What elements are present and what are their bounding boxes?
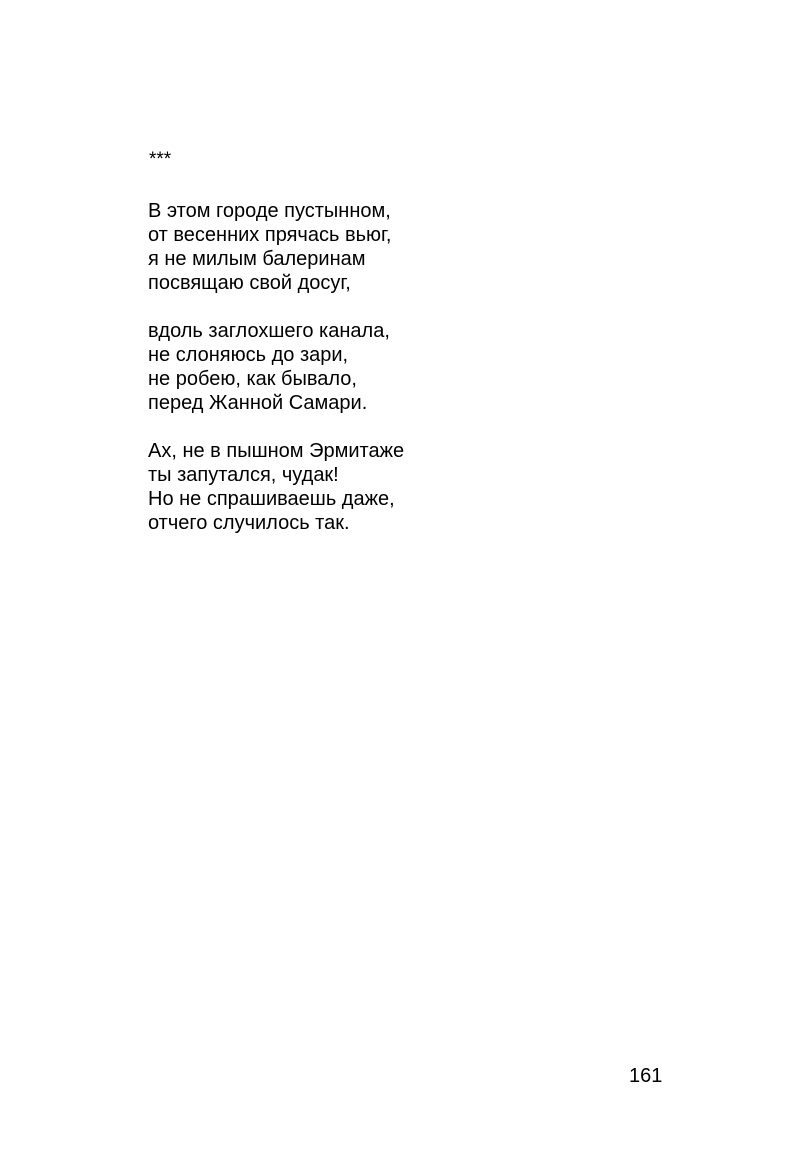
poem-line: не робею, как бывало, [148, 368, 357, 390]
poem-line: отчего случилось так. [148, 512, 350, 534]
poem-line: от весенних прячась вьюг, [148, 224, 392, 246]
poem-line: Но не спрашиваешь даже, [148, 488, 395, 510]
poem-line: ты запутался, чудак! [148, 464, 339, 486]
stanza [148, 319, 404, 415]
poem-line: Ах, не в пышном Эрмитаже [148, 440, 405, 462]
poem-line: я не милым балеринам [148, 248, 366, 270]
poem-line: вдоль заглохшего канала, [148, 320, 390, 342]
stanza [148, 439, 404, 535]
stanza [148, 199, 404, 295]
poem-line: В этом городе пустынном, [148, 200, 391, 222]
poem-line: посвящаю свой досуг, [148, 272, 351, 294]
poem-line: не слоняюсь до зари, [148, 344, 349, 366]
poem-line: перед Жанной Самари. [148, 392, 368, 414]
page-number: 161 [629, 1065, 663, 1087]
poem [148, 199, 404, 559]
section-separator: *** [149, 149, 172, 170]
